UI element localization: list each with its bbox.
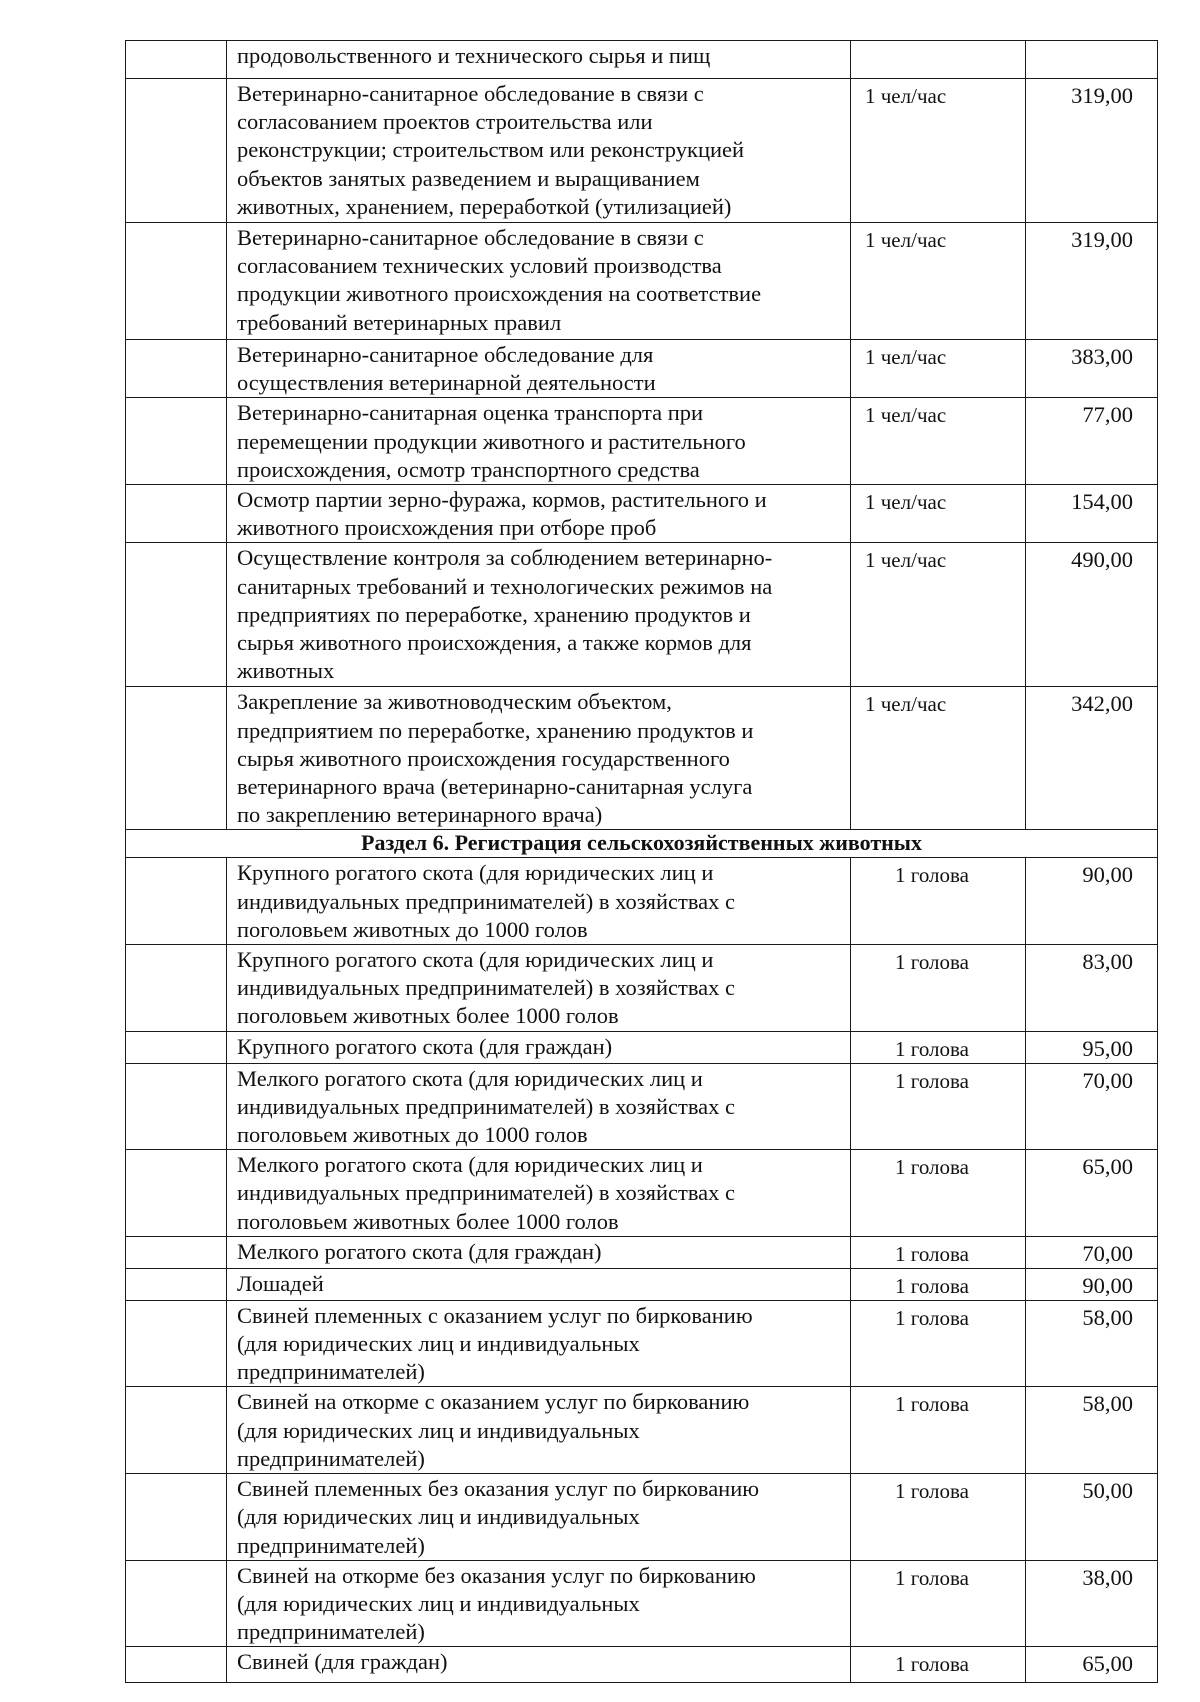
table-row <box>126 543 1158 687</box>
service-name-cell: Мелкого рогатого скота (для юридических лиц и индивидуальных предпринимателей) в хозяйствах с поголовьем животных более 1000 голов <box>227 1150 851 1237</box>
table-row <box>126 41 1158 79</box>
table-row <box>126 1236 1158 1268</box>
service-name-cell: Ветеринарно-санитарная оценка транспорта при перемещении продукции животного и растительного происхождения, осмотр транспортного средства <box>227 398 851 485</box>
unit-cell: 1 чел/час <box>851 543 1026 687</box>
price-cell: 90,00 <box>1026 1268 1158 1300</box>
service-name-cell: Закрепление за животноводческим объектом, предприятием по переработке, хранению продуктов и сырья животного происхождения государственного ветеринарного врача (ветеринарно-санитарная услуга по закреплению ветеринарного врача) <box>227 687 851 830</box>
row-number-cell <box>126 1268 227 1300</box>
unit-cell: 1 голова <box>851 1560 1026 1647</box>
table-row <box>126 1387 1158 1474</box>
table-row <box>126 858 1158 945</box>
table-row <box>126 1268 1158 1300</box>
price-cell: 65,00 <box>1026 1647 1158 1683</box>
row-number-cell <box>126 485 227 543</box>
service-name-cell: Свиней на откорме без оказания услуг по биркованию (для юридических лиц и индивидуальных предпринимателей) <box>227 1560 851 1647</box>
price-cell: 95,00 <box>1026 1031 1158 1063</box>
section-row <box>126 830 1158 858</box>
service-name-cell: Крупного рогатого скота (для граждан) <box>227 1031 851 1063</box>
service-name-cell: продовольственного и технического сырья и пищ <box>227 41 851 79</box>
table-row <box>126 340 1158 398</box>
unit-cell: 1 голова <box>851 858 1026 945</box>
unit-cell: 1 чел/час <box>851 223 1026 340</box>
unit-cell: 1 чел/час <box>851 79 1026 223</box>
row-number-cell <box>126 223 227 340</box>
row-number-cell <box>126 1474 227 1561</box>
unit-cell: 1 чел/час <box>851 398 1026 485</box>
price-cell: 490,00 <box>1026 543 1158 687</box>
price-cell: 383,00 <box>1026 340 1158 398</box>
unit-cell: 1 чел/час <box>851 340 1026 398</box>
service-name-cell: Крупного рогатого скота (для юридических лиц и индивидуальных предпринимателей) в хозяйствах с поголовьем животных до 1000 голов <box>227 858 851 945</box>
table-row <box>126 687 1158 830</box>
service-name-cell: Ветеринарно-санитарное обследование в связи с согласованием технических условий производства продукции животного происхождения на соответствие требований ветеринарных правил <box>227 223 851 340</box>
service-name-cell: Осуществление контроля за соблюдением ветеринарно- санитарных требований и технологических режимов на предприятиях по переработке, хранению продуктов и сырья животного происхождения, а также кормов для животных <box>227 543 851 687</box>
price-cell: 319,00 <box>1026 79 1158 223</box>
row-number-cell <box>126 543 227 687</box>
section-title: Раздел 6. Регистрация сельскохозяйственных животных <box>126 830 1158 858</box>
table-row <box>126 398 1158 485</box>
unit-cell: 1 голова <box>851 1063 1026 1150</box>
row-number-cell <box>126 1236 227 1268</box>
tariff-table-body <box>126 41 1158 1683</box>
unit-cell: 1 голова <box>851 1300 1026 1387</box>
price-cell: 50,00 <box>1026 1474 1158 1561</box>
table-row <box>126 1474 1158 1561</box>
row-number-cell <box>126 945 227 1032</box>
service-name-cell: Свиней на откорме с оказанием услуг по биркованию (для юридических лиц и индивидуальных предпринимателей) <box>227 1387 851 1474</box>
unit-cell: 1 голова <box>851 1387 1026 1474</box>
row-number-cell <box>126 687 227 830</box>
row-number-cell <box>126 1150 227 1237</box>
row-number-cell <box>126 1300 227 1387</box>
unit-cell: 1 голова <box>851 945 1026 1032</box>
row-number-cell <box>126 340 227 398</box>
row-number-cell <box>126 398 227 485</box>
row-number-cell <box>126 858 227 945</box>
service-name-cell: Свиней племенных с оказанием услуг по биркованию (для юридических лиц и индивидуальных предпринимателей) <box>227 1300 851 1387</box>
price-cell: 77,00 <box>1026 398 1158 485</box>
row-number-cell <box>126 1031 227 1063</box>
price-cell: 154,00 <box>1026 485 1158 543</box>
unit-cell: 1 чел/час <box>851 687 1026 830</box>
service-name-cell: Ветеринарно-санитарное обследование в связи с согласованием проектов строительства или реконструкции; строительством или реконструкцией объектов занятых разведением и выращиванием животных, хранением, переработкой (утилизацией) <box>227 79 851 223</box>
price-cell: 70,00 <box>1026 1236 1158 1268</box>
table-row <box>126 1150 1158 1237</box>
service-name-cell: Ветеринарно-санитарное обследование для осуществления ветеринарной деятельности <box>227 340 851 398</box>
unit-cell: 1 голова <box>851 1150 1026 1237</box>
price-cell: 38,00 <box>1026 1560 1158 1647</box>
row-number-cell <box>126 1387 227 1474</box>
service-name-cell: Крупного рогатого скота (для юридических лиц и индивидуальных предпринимателей) в хозяйствах с поголовьем животных более 1000 голов <box>227 945 851 1032</box>
unit-cell: 1 голова <box>851 1474 1026 1561</box>
table-row <box>126 485 1158 543</box>
unit-cell: 1 голова <box>851 1236 1026 1268</box>
table-row <box>126 1031 1158 1063</box>
row-number-cell <box>126 79 227 223</box>
service-name-cell: Лошадей <box>227 1268 851 1300</box>
table-row <box>126 945 1158 1032</box>
tariff-table <box>125 40 1158 1683</box>
unit-cell <box>851 41 1026 79</box>
table-row <box>126 1560 1158 1647</box>
unit-cell: 1 чел/час <box>851 485 1026 543</box>
table-row <box>126 79 1158 223</box>
table-row <box>126 1300 1158 1387</box>
service-name-cell: Мелкого рогатого скота (для граждан) <box>227 1236 851 1268</box>
price-cell: 70,00 <box>1026 1063 1158 1150</box>
table-row <box>126 1063 1158 1150</box>
row-number-cell <box>126 1560 227 1647</box>
price-cell: 58,00 <box>1026 1300 1158 1387</box>
service-name-cell: Свиней племенных без оказания услуг по биркованию (для юридических лиц и индивидуальных предпринимателей) <box>227 1474 851 1561</box>
unit-cell: 1 голова <box>851 1031 1026 1063</box>
unit-cell: 1 голова <box>851 1647 1026 1683</box>
price-cell <box>1026 41 1158 79</box>
price-cell: 65,00 <box>1026 1150 1158 1237</box>
row-number-cell <box>126 41 227 79</box>
price-cell: 90,00 <box>1026 858 1158 945</box>
service-name-cell: Мелкого рогатого скота (для юридических лиц и индивидуальных предпринимателей) в хозяйствах с поголовьем животных до 1000 голов <box>227 1063 851 1150</box>
row-number-cell <box>126 1647 227 1683</box>
price-cell: 319,00 <box>1026 223 1158 340</box>
unit-cell: 1 голова <box>851 1268 1026 1300</box>
table-row <box>126 1647 1158 1683</box>
price-cell: 58,00 <box>1026 1387 1158 1474</box>
row-number-cell <box>126 1063 227 1150</box>
price-cell: 342,00 <box>1026 687 1158 830</box>
service-name-cell: Осмотр партии зерно-фуража, кормов, растительного и животного происхождения при отборе проб <box>227 485 851 543</box>
price-cell: 83,00 <box>1026 945 1158 1032</box>
service-name-cell: Свиней (для граждан) <box>227 1647 851 1683</box>
table-row <box>126 223 1158 340</box>
